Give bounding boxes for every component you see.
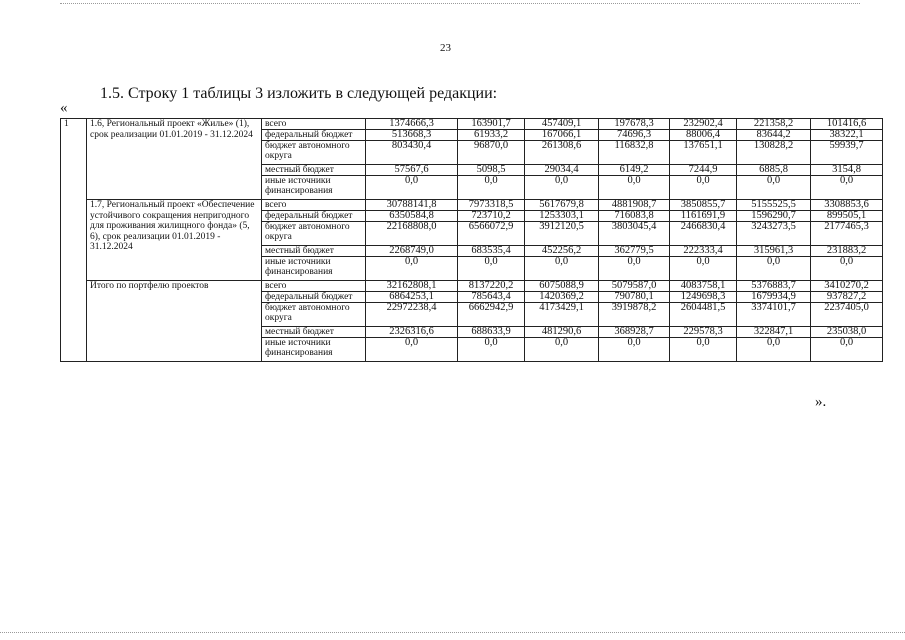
funding-source-cell: бюджет автономного округа xyxy=(262,141,366,165)
amount-cell: 6566072,9 xyxy=(458,222,525,246)
amount-cell: 0,0 xyxy=(458,176,525,200)
amount-cell: 57567,6 xyxy=(366,165,458,176)
funding-source-cell: всего xyxy=(262,281,366,292)
amount-cell: 5376883,7 xyxy=(737,281,811,292)
amount-cell: 83644,2 xyxy=(737,130,811,141)
amount-cell: 3919878,2 xyxy=(599,303,670,327)
funding-source-cell: всего xyxy=(262,200,366,211)
amount-cell: 2604481,5 xyxy=(670,303,737,327)
amount-cell: 3850855,7 xyxy=(670,200,737,211)
amount-cell: 22972238,4 xyxy=(366,303,458,327)
amount-cell: 5079587,0 xyxy=(599,281,670,292)
amount-cell: 0,0 xyxy=(811,257,883,281)
amount-cell: 513668,3 xyxy=(366,130,458,141)
page-number: 23 xyxy=(440,42,451,54)
amount-cell: 1420369,2 xyxy=(525,292,599,303)
amount-cell: 2326316,6 xyxy=(366,327,458,338)
amount-cell: 790780,1 xyxy=(599,292,670,303)
amount-cell: 0,0 xyxy=(366,338,458,362)
amount-cell: 1679934,9 xyxy=(737,292,811,303)
amount-cell: 0,0 xyxy=(599,338,670,362)
amount-cell: 1253303,1 xyxy=(525,211,599,222)
amount-cell: 229578,3 xyxy=(670,327,737,338)
funding-source-cell: иные источники финансирования xyxy=(262,257,366,281)
amount-cell: 88006,4 xyxy=(670,130,737,141)
budget-table xyxy=(60,118,883,362)
amount-cell: 2268749,0 xyxy=(366,246,458,257)
amendment-heading: 1.5. Строку 1 таблицы 3 изложить в следующей редакции: xyxy=(100,85,498,102)
amount-cell: 0,0 xyxy=(737,176,811,200)
funding-source-cell: бюджет автономного округа xyxy=(262,303,366,327)
amount-cell: 0,0 xyxy=(599,257,670,281)
amount-cell: 368928,7 xyxy=(599,327,670,338)
amount-cell: 163901,7 xyxy=(458,119,525,130)
amount-cell: 481290,6 xyxy=(525,327,599,338)
amount-cell: 4881908,7 xyxy=(599,200,670,211)
amount-cell: 1374666,3 xyxy=(366,119,458,130)
amount-cell: 452256,2 xyxy=(525,246,599,257)
amount-cell: 723710,2 xyxy=(458,211,525,222)
amount-cell: 8137220,2 xyxy=(458,281,525,292)
amount-cell: 0,0 xyxy=(525,338,599,362)
table-row xyxy=(61,119,883,130)
amount-cell: 0,0 xyxy=(811,176,883,200)
amount-cell: 197678,3 xyxy=(599,119,670,130)
amount-cell: 232902,4 xyxy=(670,119,737,130)
amount-cell: 130828,2 xyxy=(737,141,811,165)
scan-edge-bottom xyxy=(0,632,905,633)
amount-cell: 0,0 xyxy=(737,257,811,281)
amount-cell: 6662942,9 xyxy=(458,303,525,327)
amount-cell: 315961,3 xyxy=(737,246,811,257)
amount-cell: 716083,8 xyxy=(599,211,670,222)
amount-cell: 1161691,9 xyxy=(670,211,737,222)
amount-cell: 6350584,8 xyxy=(366,211,458,222)
amount-cell: 688633,9 xyxy=(458,327,525,338)
amount-cell: 0,0 xyxy=(811,338,883,362)
amount-cell: 0,0 xyxy=(525,257,599,281)
amount-cell: 0,0 xyxy=(525,176,599,200)
amount-cell: 0,0 xyxy=(366,257,458,281)
amount-cell: 6149,2 xyxy=(599,165,670,176)
amount-cell: 101416,6 xyxy=(811,119,883,130)
closing-quote: ». xyxy=(815,394,827,410)
row-number-cell: 1 xyxy=(61,119,87,362)
funding-source-cell: местный бюджет xyxy=(262,165,366,176)
amount-cell: 457409,1 xyxy=(525,119,599,130)
amount-cell: 0,0 xyxy=(670,257,737,281)
amount-cell: 3308853,6 xyxy=(811,200,883,211)
amount-cell: 61933,2 xyxy=(458,130,525,141)
project-name-cell: Итого по портфелю проектов xyxy=(87,281,262,362)
amount-cell: 235038,0 xyxy=(811,327,883,338)
amount-cell: 6864253,1 xyxy=(366,292,458,303)
amount-cell: 261308,6 xyxy=(525,141,599,165)
project-name-cell: 1.6, Региональный проект «Жилье» (1), срок реализации 01.01.2019 - 31.12.2024 xyxy=(87,119,262,200)
amount-cell: 6075088,9 xyxy=(525,281,599,292)
funding-source-cell: федеральный бюджет xyxy=(262,292,366,303)
amount-cell: 5155525,5 xyxy=(737,200,811,211)
table-row xyxy=(61,200,883,211)
funding-source-cell: иные источники финансирования xyxy=(262,176,366,200)
amount-cell: 803430,4 xyxy=(366,141,458,165)
amount-cell: 116832,8 xyxy=(599,141,670,165)
amount-cell: 4083758,1 xyxy=(670,281,737,292)
amount-cell: 937827,2 xyxy=(811,292,883,303)
amount-cell: 0,0 xyxy=(670,338,737,362)
amount-cell: 2177465,3 xyxy=(811,222,883,246)
amount-cell: 3154,8 xyxy=(811,165,883,176)
amount-cell: 785643,4 xyxy=(458,292,525,303)
opening-quote: « xyxy=(60,100,68,116)
amount-cell: 0,0 xyxy=(670,176,737,200)
amount-cell: 0,0 xyxy=(599,176,670,200)
amount-cell: 74696,3 xyxy=(599,130,670,141)
amount-cell: 2466830,4 xyxy=(670,222,737,246)
amount-cell: 22168808,0 xyxy=(366,222,458,246)
amount-cell: 29034,4 xyxy=(525,165,599,176)
funding-source-cell: всего xyxy=(262,119,366,130)
amount-cell: 38322,1 xyxy=(811,130,883,141)
amount-cell: 0,0 xyxy=(737,338,811,362)
amount-cell: 59939,7 xyxy=(811,141,883,165)
amount-cell: 3912120,5 xyxy=(525,222,599,246)
amount-cell: 137651,1 xyxy=(670,141,737,165)
amount-cell: 683535,4 xyxy=(458,246,525,257)
amount-cell: 7244,9 xyxy=(670,165,737,176)
amount-cell: 5098,5 xyxy=(458,165,525,176)
amount-cell: 5617679,8 xyxy=(525,200,599,211)
funding-source-cell: федеральный бюджет xyxy=(262,130,366,141)
amount-cell: 7973318,5 xyxy=(458,200,525,211)
funding-source-cell: федеральный бюджет xyxy=(262,211,366,222)
budget-table-body xyxy=(61,119,883,362)
amount-cell: 899505,1 xyxy=(811,211,883,222)
amount-cell: 0,0 xyxy=(458,257,525,281)
amount-cell: 221358,2 xyxy=(737,119,811,130)
amount-cell: 6885,8 xyxy=(737,165,811,176)
amount-cell: 322847,1 xyxy=(737,327,811,338)
amount-cell: 1596290,7 xyxy=(737,211,811,222)
amount-cell: 3803045,4 xyxy=(599,222,670,246)
funding-source-cell: местный бюджет xyxy=(262,246,366,257)
amount-cell: 3243273,5 xyxy=(737,222,811,246)
funding-source-cell: иные источники финансирования xyxy=(262,338,366,362)
amount-cell: 30788141,8 xyxy=(366,200,458,211)
amount-cell: 32162808,1 xyxy=(366,281,458,292)
amount-cell: 362779,5 xyxy=(599,246,670,257)
amount-cell: 222333,4 xyxy=(670,246,737,257)
amount-cell: 1249698,3 xyxy=(670,292,737,303)
amount-cell: 3374101,7 xyxy=(737,303,811,327)
funding-source-cell: бюджет автономного округа xyxy=(262,222,366,246)
amount-cell: 231883,2 xyxy=(811,246,883,257)
amount-cell: 4173429,1 xyxy=(525,303,599,327)
project-name-cell: 1.7, Региональный проект «Обеспечение устойчивого сокращения непригодного для проживания жилищного фонда» (5, 6), срок реализации 01.01.2019 - 31.12.2024 xyxy=(87,200,262,281)
amount-cell: 3410270,2 xyxy=(811,281,883,292)
amount-cell: 0,0 xyxy=(366,176,458,200)
amount-cell: 0,0 xyxy=(458,338,525,362)
funding-source-cell: местный бюджет xyxy=(262,327,366,338)
amount-cell: 96870,0 xyxy=(458,141,525,165)
amount-cell: 2237405,0 xyxy=(811,303,883,327)
scan-edge-top xyxy=(60,3,860,4)
amount-cell: 167066,1 xyxy=(525,130,599,141)
table-row xyxy=(61,281,883,292)
